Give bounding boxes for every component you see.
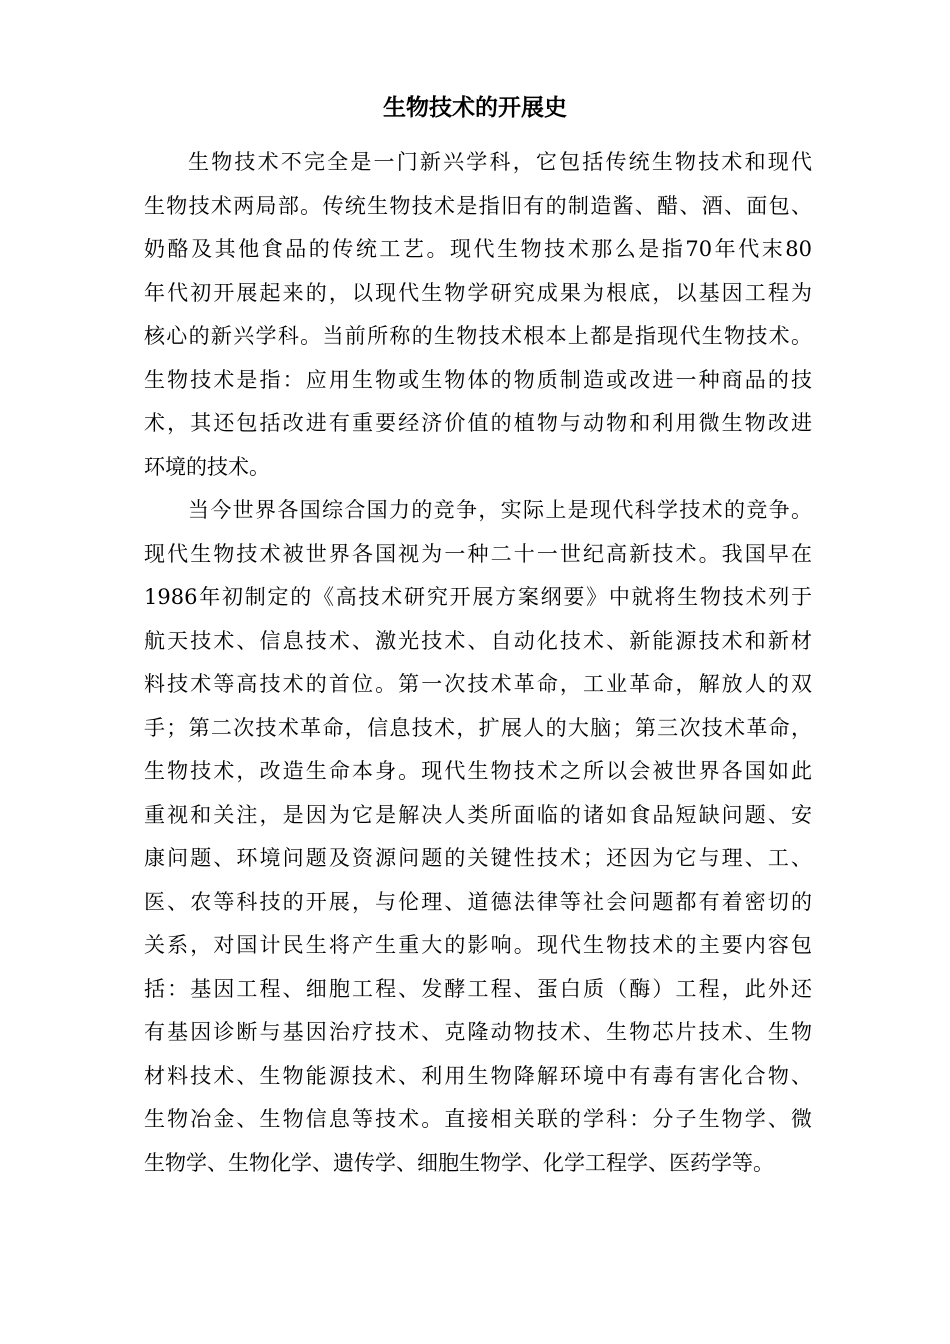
text-line: 生物冶金、生物信息等技术。直接相关联的学科：分子生物学、微 [144,1107,812,1131]
text-line: 材料技术、生物能源技术、利用生物降解环境中有毒有害化合物、 [144,1063,812,1088]
document-body [144,141,812,1185]
text-line: 重视和关注，是因为它是解决人类所面临的诸如食品短缺问题、安 [144,802,812,827]
text-line: 环境的技术。 [144,454,270,479]
text-line: 术，其还包括改进有重要经济价值的植物与动物和利用微生物改进 [144,411,812,435]
text-line: 手；第二次技术革命，信息技术，扩展人的大脑；第三次技术革命， [144,715,812,740]
text-line: 生物技术不完全是一门新兴学科，它包括传统生物技术和现代 [188,150,812,174]
document-title: 生物技术的开展史 [383,95,567,121]
text-line: 括：基因工程、细胞工程、发酵工程、蛋白质（酶）工程，此外还 [144,976,812,1001]
text-line: 料技术等高技术的首位。第一次技术革命，工业革命，解放人的双 [144,672,812,696]
paragraph-1 [144,141,812,489]
text-line: 生物技术两局部。传统生物技术是指旧有的制造酱、醋、酒、面包、 [144,193,812,218]
text-line: 生物学、生物化学、遗传学、细胞生物学、化学工程学、医药学等。 [144,1150,774,1175]
text-line: 核心的新兴学科。当前所称的生物技术根本上都是指现代生物技术。 [144,324,812,348]
text-line: 康问题、环境问题及资源问题的关键性技术；还因为它与理、工、 [144,846,812,870]
text-line: 现代生物技术被世界各国视为一种二十一世纪高新技术。我国早在 [144,541,812,566]
text-line: 有基因诊断与基因治疗技术、克隆动物技术、生物芯片技术、生物 [144,1020,812,1044]
paragraph-2 [144,489,812,1185]
text-line: 当今世界各国综合国力的竞争，实际上是现代科学技术的竞争。 [188,498,812,522]
text-line: 生物技术是指：应用生物或生物体的物质制造或改进一种商品的技 [144,367,812,392]
text-line: 航天技术、信息技术、激光技术、自动化技术、新能源技术和新材 [144,628,812,653]
text-line: 生物技术，改造生命本身。现代生物技术之所以会被世界各国如此 [144,759,812,783]
text-line: 年代初开展起来的，以现代生物学研究成果为根底，以基因工程为 [144,280,812,305]
text-line: 奶酪及其他食品的传统工艺。现代生物技术那么是指70年代末80 [144,237,812,261]
text-line: 1986年初制定的《高技术研究开展方案纲要》中就将生物技术列于 [144,585,812,609]
text-line: 关系，对国计民生将产生重大的影响。现代生物技术的主要内容包 [144,933,812,957]
text-line: 医、农等科技的开展，与伦理、道德法律等社会问题都有着密切的 [144,889,812,914]
